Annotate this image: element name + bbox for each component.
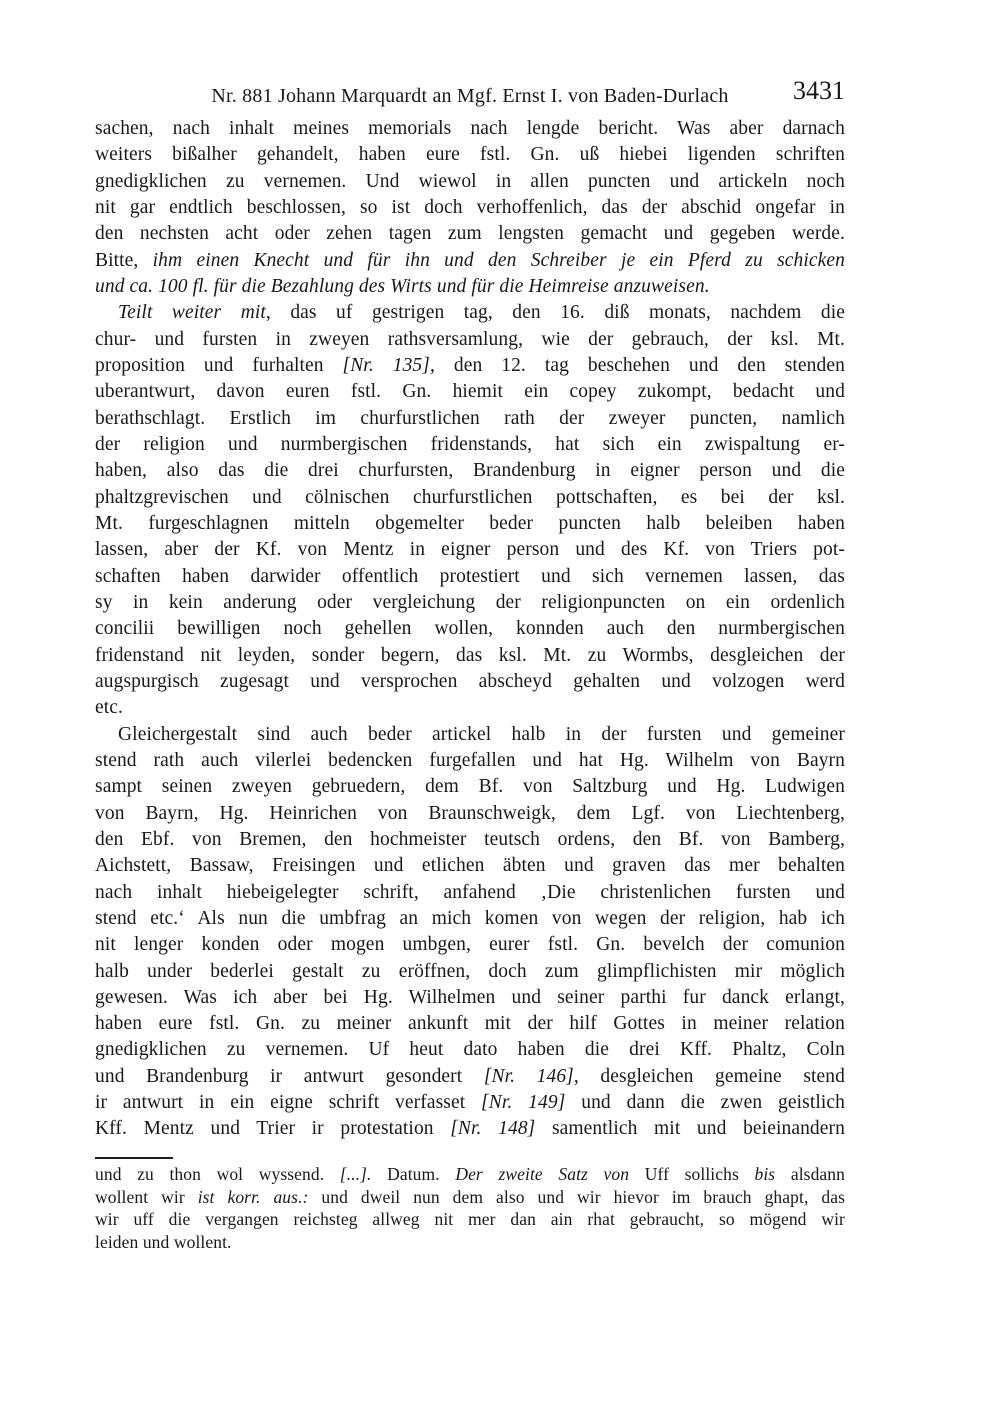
- text-segment: den nechsten acht oder zehen tagen zum lengsten gemacht und gegeben werde.: [95, 223, 845, 245]
- text-line: [95, 853, 845, 879]
- text-segment: chur- und fursten in zweyen rathsversamlung, wie der gebrauch, der ksl. Mt.: [95, 328, 845, 350]
- text-segment-italic: [...].: [339, 1164, 372, 1184]
- text-segment: , den 12. tag beschehen und den stenden: [429, 354, 845, 376]
- text-segment: den Ebf. von Bremen, den hochmeister teutsch ordens, den Bf. von Bamberg,: [95, 828, 845, 850]
- text-segment-italic: [Nr. 146]: [483, 1065, 574, 1087]
- text-line: [95, 1090, 845, 1116]
- text-line: [95, 906, 845, 932]
- text-line: [95, 248, 845, 274]
- text-line: [95, 169, 845, 195]
- text-segment: berathschlagt. Erstlich im churfurstlichen rath der zweyer puncten, namlich: [95, 407, 845, 429]
- text-segment: Gleichergestalt sind auch beder artickel halb in der fursten und gemeiner: [118, 723, 845, 745]
- text-segment: uberantwurt, davon euren fstl. Gn. hiemit ein copey zukompt, bedacht und: [95, 381, 845, 403]
- text-segment: schaften haben darwider offentlich protestiert und sich vernemen lassen, das: [95, 565, 845, 587]
- text-line: [95, 353, 845, 379]
- text-line: [95, 669, 845, 695]
- text-segment: , das uf gestrigen tag, den 16. diß monats, nachdem die: [265, 302, 845, 324]
- text-segment: Mt. furgeschlagnen mitteln obgemelter beder puncten halb beleiben haben: [95, 512, 845, 534]
- footnote-line: [95, 1231, 845, 1254]
- text-line: [95, 801, 845, 827]
- footnote-line: [95, 1208, 845, 1231]
- text-line: [95, 221, 845, 247]
- text-line: [95, 695, 845, 721]
- text-segment: stend rath auch vilerlei bedencken furgefallen und hat Hg. Wilhelm von Bayrn: [95, 749, 845, 771]
- text-segment: sachen, nach inhalt meines memorials nach lengde bericht. Was aber darnach: [95, 118, 845, 139]
- text-segment: weiters bißalher gehandelt, haben eure fstl. Gn. uß hiebei ligenden schriften: [95, 144, 845, 166]
- text-segment: Kff. Mentz und Trier ir protestation: [95, 1118, 451, 1140]
- text-segment: sy in kein anderung oder vergleichung der religionpuncten on ein ordenlich: [95, 591, 845, 613]
- text-line: [95, 432, 845, 458]
- text-segment: halb under bederlei gestalt zu eröffnen, doch zum glimpflichisten mir möglich: [95, 960, 845, 982]
- text-segment-italic: Der zweite Satz von: [455, 1164, 645, 1184]
- text-segment: Aichstett, Bassaw, Freisingen und etlichen äbten und graven das mer behalten: [95, 855, 845, 877]
- text-segment-italic: [Nr. 149]: [481, 1092, 566, 1114]
- footnote-line: [95, 1186, 845, 1209]
- footnotes: [95, 1163, 845, 1254]
- text-segment: leiden und wollent.: [95, 1232, 232, 1253]
- text-segment: von Bayrn, Hg. Heinrichen von Braunschweigk, dem Lgf. von Liechtenberg,: [95, 802, 845, 824]
- text-segment: haben eure fstl. Gn. zu meiner ankunft mit der hilf Gottes in meiner relation: [95, 1013, 845, 1035]
- text-line: [95, 932, 845, 958]
- document-body: [95, 116, 845, 1143]
- page-number: 3431: [793, 76, 845, 105]
- text-segment: augspurgisch zugesagt und versprochen abscheyd gehalten und volzogen werd: [95, 670, 845, 692]
- text-segment: und dweil nun dem also und wir hievor im brauch ghapt, das: [308, 1186, 845, 1207]
- text-segment-italic: ist korr. aus.:: [197, 1186, 309, 1207]
- text-line: [95, 458, 845, 484]
- text-segment: nach inhalt hiebeigelegter schrift, anfahend ‚Die christenlichen fursten und: [95, 881, 845, 903]
- text-segment-italic: bis: [754, 1164, 776, 1184]
- text-segment: nit lenger konden oder mogen umbgen, eurer fstl. Gn. bevelch der comunion: [95, 934, 845, 956]
- text-line: [95, 379, 845, 405]
- footnote-line: [95, 1163, 845, 1186]
- text-line: [95, 722, 845, 748]
- text-line: [95, 406, 845, 432]
- running-header-title: Nr. 881 Johann Marquardt an Mgf. Ernst I. von Baden-Durlach: [211, 85, 729, 107]
- text-line: [95, 1064, 845, 1090]
- text-line: [95, 537, 845, 563]
- text-segment: samentlich mit und beieinandern: [535, 1118, 845, 1140]
- footnote-rule: [95, 1157, 173, 1159]
- text-line: [95, 195, 845, 221]
- text-segment-italic: ihm einen Knecht und für ihn und den Schreiber je ein Pferd zu schicken: [152, 249, 845, 271]
- text-segment: haben, also das die drei churfursten, Brandenburg in eigner person und die: [95, 460, 845, 482]
- text-line: [95, 511, 845, 537]
- text-line: [95, 142, 845, 168]
- text-line: [95, 116, 845, 142]
- text-segment: fridenstand nit leyden, sonder begern, das ksl. Mt. zu Wormbs, desgleichen der: [95, 644, 845, 666]
- text-segment: und dann die zwen geistlich: [565, 1092, 845, 1114]
- text-line: [95, 616, 845, 642]
- text-line: [95, 774, 845, 800]
- text-segment-italic: Teilt weiter mit: [118, 302, 266, 324]
- text-line: [95, 485, 845, 511]
- text-line: [95, 643, 845, 669]
- text-line: [95, 327, 845, 353]
- text-segment: gewesen. Was ich aber bei Hg. Wilhelmen und seiner parthi fur danck erlangt,: [95, 986, 845, 1008]
- text-segment: der religion und nurmbergischen fridenstands, hat sich ein zwispaltung er-: [95, 433, 845, 455]
- text-segment: lassen, aber der Kf. von Mentz in eigner person und des Kf. von Triers pot-: [95, 539, 845, 561]
- text-line: [95, 300, 845, 326]
- text-segment: nit gar endtlich beschlossen, so ist doch verhoffenlich, das der abschid ongefar in: [95, 196, 845, 218]
- text-segment: wir uff die vergangen reichsteg allweg nit mer dan ain rhat gebraucht, so mögend wir: [95, 1209, 845, 1230]
- text-segment: proposition und furhalten: [95, 354, 343, 376]
- text-line: [95, 748, 845, 774]
- text-line: [95, 959, 845, 985]
- text-segment: wollent wir: [95, 1186, 198, 1207]
- text-line: [95, 827, 845, 853]
- text-line: [95, 274, 845, 300]
- text-segment: stend etc.‘ Als nun die umbfrag an mich komen von wegen der religion, hab ich: [95, 907, 845, 929]
- text-segment: etc.: [95, 697, 124, 719]
- text-line: [95, 1011, 845, 1037]
- text-segment-italic: [Nr. 135]: [342, 354, 430, 376]
- text-segment: ir antwurt in ein eigne schrift verfasset: [95, 1092, 482, 1114]
- text-segment: und Brandenburg ir antwurt gesondert: [95, 1065, 484, 1087]
- text-line: [95, 985, 845, 1011]
- text-segment: concilii bewilligen noch gehellen wollen, konnden auch den nurmbergischen: [95, 618, 845, 640]
- running-header: [95, 83, 845, 109]
- text-segment: sampt seinen zweyen gebruedern, dem Bf. von Saltzburg und Hg. Ludwigen: [95, 776, 845, 798]
- text-segment: und zu thon wol wyssend.: [95, 1164, 340, 1184]
- text-segment: gnedigklichen zu vernemen. Uf heut dato haben die drei Kff. Phaltz, Coln: [95, 1039, 845, 1061]
- text-segment: , desgleichen gemeine stend: [573, 1065, 845, 1087]
- text-segment: Uff sollichs: [644, 1164, 755, 1184]
- text-segment: gnedigklichen zu vernemen. Und wiewol in allen puncten und artickeln noch: [95, 170, 845, 192]
- text-line: [95, 564, 845, 590]
- text-segment: alsdann: [775, 1164, 845, 1184]
- text-segment-italic: und ca. 100 fl. für die Bezahlung des Wirts und für die Heimreise anzuweisen.: [95, 275, 710, 297]
- text-segment: Datum.: [371, 1164, 456, 1184]
- text-segment: Bitte,: [95, 249, 153, 271]
- text-line: [95, 1116, 845, 1142]
- text-segment: phaltzgrevischen und cölnischen churfurstlichen pottschaften, es bei der ksl.: [95, 486, 845, 508]
- text-line: [95, 590, 845, 616]
- text-segment-italic: [Nr. 148]: [450, 1118, 536, 1140]
- text-line: [95, 880, 845, 906]
- text-line: [95, 1037, 845, 1063]
